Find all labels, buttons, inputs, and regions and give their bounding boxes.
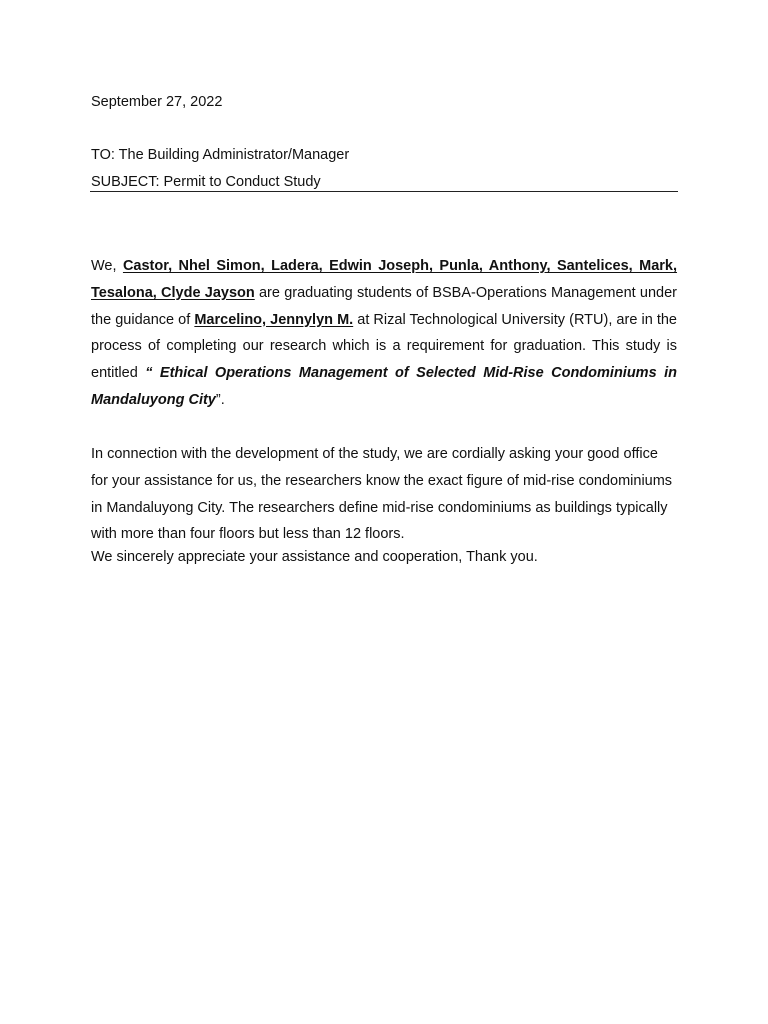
adviser-name: Marcelino, Jennylyn M. — [194, 311, 354, 328]
intro-opening: We, — [91, 258, 123, 274]
closing-line: We sincerely appreciate your assistance and cooperation, Thank you. — [91, 549, 538, 565]
request-paragraph: In connection with the development of the study, we are cordially asking your good office for your assistance for us, the researchers know the exact figure of mid-rise condominiums in Mandaluyong City. The researchers define mid-rise condominiums as buildings typically with more than four floors but less than 12 floors. — [91, 446, 673, 543]
letter-date: September 27, 2022 — [91, 94, 223, 110]
subject-line: SUBJECT: Permit to Conduct Study — [91, 174, 321, 190]
recipient-line: TO: The Building Administrator/Manager — [91, 147, 350, 163]
intro-middle-text: are graduating students of BSBA-Operations Management under the guidance of — [91, 284, 677, 328]
intro-continuation: at Rizal Technological University (RTU), are in the process of completing our research which is a requirement for graduation. This study is entitled — [91, 311, 677, 382]
intro-ending: ”. — [215, 391, 225, 408]
subject-divider — [90, 191, 678, 192]
intro-paragraph — [91, 253, 677, 414]
study-title: “ Ethical Operations Management of Selected Mid-Rise Condominiums in Mandaluyong City — [91, 365, 677, 408]
researcher-names: Castor, Nhel Simon, Ladera, Edwin Joseph, Punla, Anthony, Santelices, Mark, Tesalona, Clyde Jayson — [91, 258, 678, 301]
